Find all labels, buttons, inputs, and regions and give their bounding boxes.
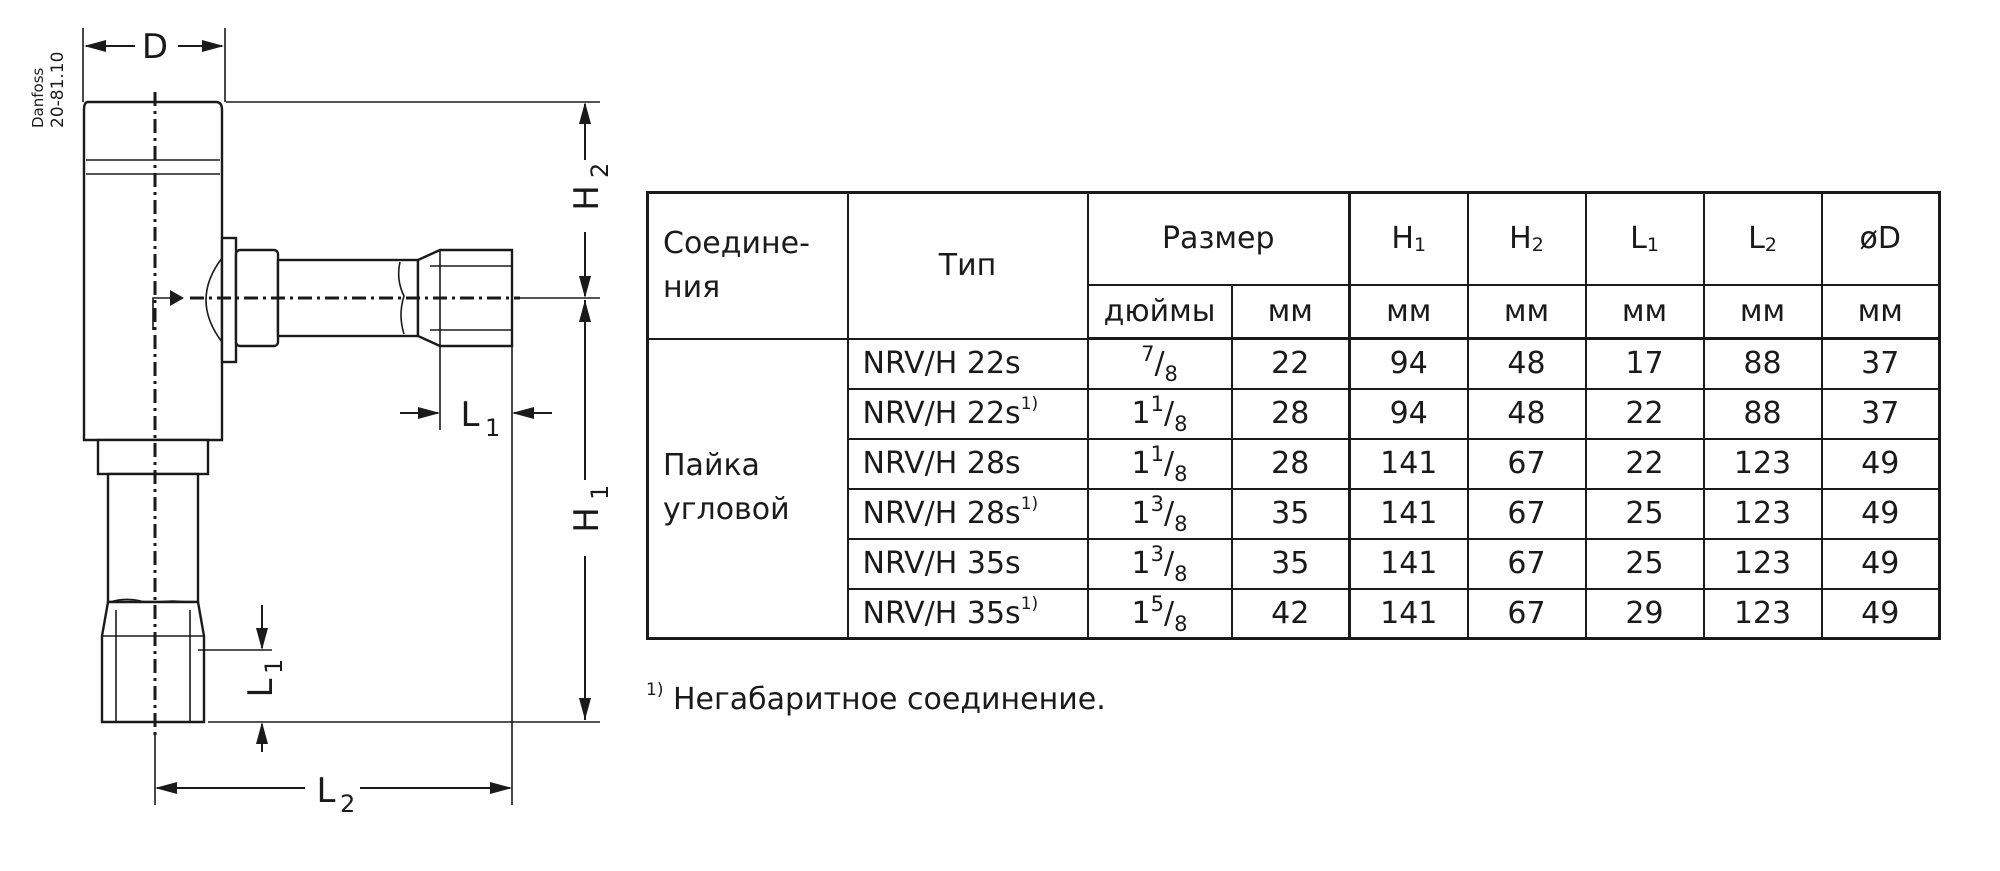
H2-cell: 67 [1468,539,1586,589]
inch-cell: $1^3/_8$ [1088,489,1232,539]
mm-cell: 42 [1232,589,1350,639]
H1-cell: 94 [1350,339,1468,389]
mm-cell: 28 [1232,439,1350,489]
diameter-cell: 49 [1822,539,1940,589]
L2-cell: 123 [1704,539,1822,589]
H1-cell: 141 [1350,439,1468,489]
L1-cell: 25 [1586,489,1704,539]
header-connection: Соедине- ния [648,193,848,339]
diameter-cell: 37 [1822,389,1940,439]
connection-value: Пайка угловой [648,339,848,639]
L2-cell: 123 [1704,589,1822,639]
dim-label-D: D [141,27,169,67]
L2-cell: 88 [1704,339,1822,389]
H2-cell: 48 [1468,339,1586,389]
dim-label-H1-sub: 1 [586,484,614,500]
dim-label-H2: H [567,185,607,211]
H2-cell: 67 [1468,489,1586,539]
header-L2-unit: мм [1704,285,1822,339]
dimension-L1-bottom [198,605,288,752]
H2-cell: 67 [1468,439,1586,489]
dimension-D [83,27,225,102]
dimensions-table [646,191,1941,640]
header-H1-unit: мм [1350,285,1468,339]
footnote [646,682,1106,717]
header-size: Размер [1088,193,1350,285]
header-diameter: øD [1822,193,1940,285]
dim-label-H2-sub: 2 [586,162,614,178]
drawing-code-number: 20-81.10 [48,51,68,128]
L2-cell: 123 [1704,439,1822,489]
footnote-mark: 1) [646,680,664,700]
mm-cell: 35 [1232,539,1350,589]
diameter-cell: 37 [1822,339,1940,389]
L1-cell: 22 [1586,439,1704,489]
dim-label-L1-side: L [460,395,480,435]
inch-cell: $^7/_8$ [1088,339,1232,389]
mm-cell: 35 [1232,489,1350,539]
type-cell: NRV/H 28s [848,439,1088,489]
drawing-code-brand: Danfoss [29,67,47,128]
table-row [648,339,1940,389]
header-L1-unit: мм [1586,285,1704,339]
H1-cell: 94 [1350,389,1468,439]
diameter-cell: 49 [1822,589,1940,639]
type-cell: NRV/H $22s^{1)}$ [848,389,1088,439]
valve-body [84,102,512,722]
H2-cell: 48 [1468,389,1586,439]
header-L2: L2 [1704,193,1822,285]
dim-label-L1-side-sub: 1 [485,414,501,442]
mm-cell: 22 [1232,339,1350,389]
L1-cell: 17 [1586,339,1704,389]
L1-cell: 25 [1586,539,1704,589]
dim-label-H1: H [567,507,607,533]
mm-cell: 28 [1232,389,1350,439]
dimension-L1-side [400,346,552,805]
header-size-mm: мм [1232,285,1350,339]
header-H2-unit: мм [1468,285,1586,339]
dim-label-L1-bottom: L [241,678,281,698]
dim-label-L2: L [316,771,336,811]
dim-label-L2-sub: 2 [340,790,356,818]
L2-cell: 88 [1704,389,1822,439]
H2-cell: 67 [1468,589,1586,639]
dim-label-L1-bottom-sub: 1 [260,658,288,674]
dimension-L2 [155,735,512,818]
type-cell: NRV/H $28s^{1)}$ [848,489,1088,539]
header-L1: L1 [1586,193,1704,285]
type-cell: NRV/H $35s^{1)}$ [848,589,1088,639]
footnote-text: Негабаритное соединение. [663,682,1106,717]
valve-dimension-drawing [0,0,640,871]
type-cell: NRV/H 22s [848,339,1088,389]
H1-cell: 141 [1350,589,1468,639]
diameter-cell: 49 [1822,439,1940,489]
H1-cell: 141 [1350,539,1468,589]
inch-cell: $1^1/_8$ [1088,439,1232,489]
inch-cell: $1^3/_8$ [1088,539,1232,589]
header-diameter-unit: мм [1822,285,1940,339]
diameter-cell: 49 [1822,489,1940,539]
header-size-inches: дюймы [1088,285,1232,339]
inch-cell: $1^1/_8$ [1088,389,1232,439]
header-type: Тип [848,193,1088,339]
inch-cell: $1^5/_8$ [1088,589,1232,639]
header-H2: H2 [1468,193,1586,285]
L2-cell: 123 [1704,489,1822,539]
L1-cell: 22 [1586,389,1704,439]
L1-cell: 29 [1586,589,1704,639]
header-H1: H1 [1350,193,1468,285]
type-cell: NRV/H 35s [848,539,1088,589]
H1-cell: 141 [1350,489,1468,539]
